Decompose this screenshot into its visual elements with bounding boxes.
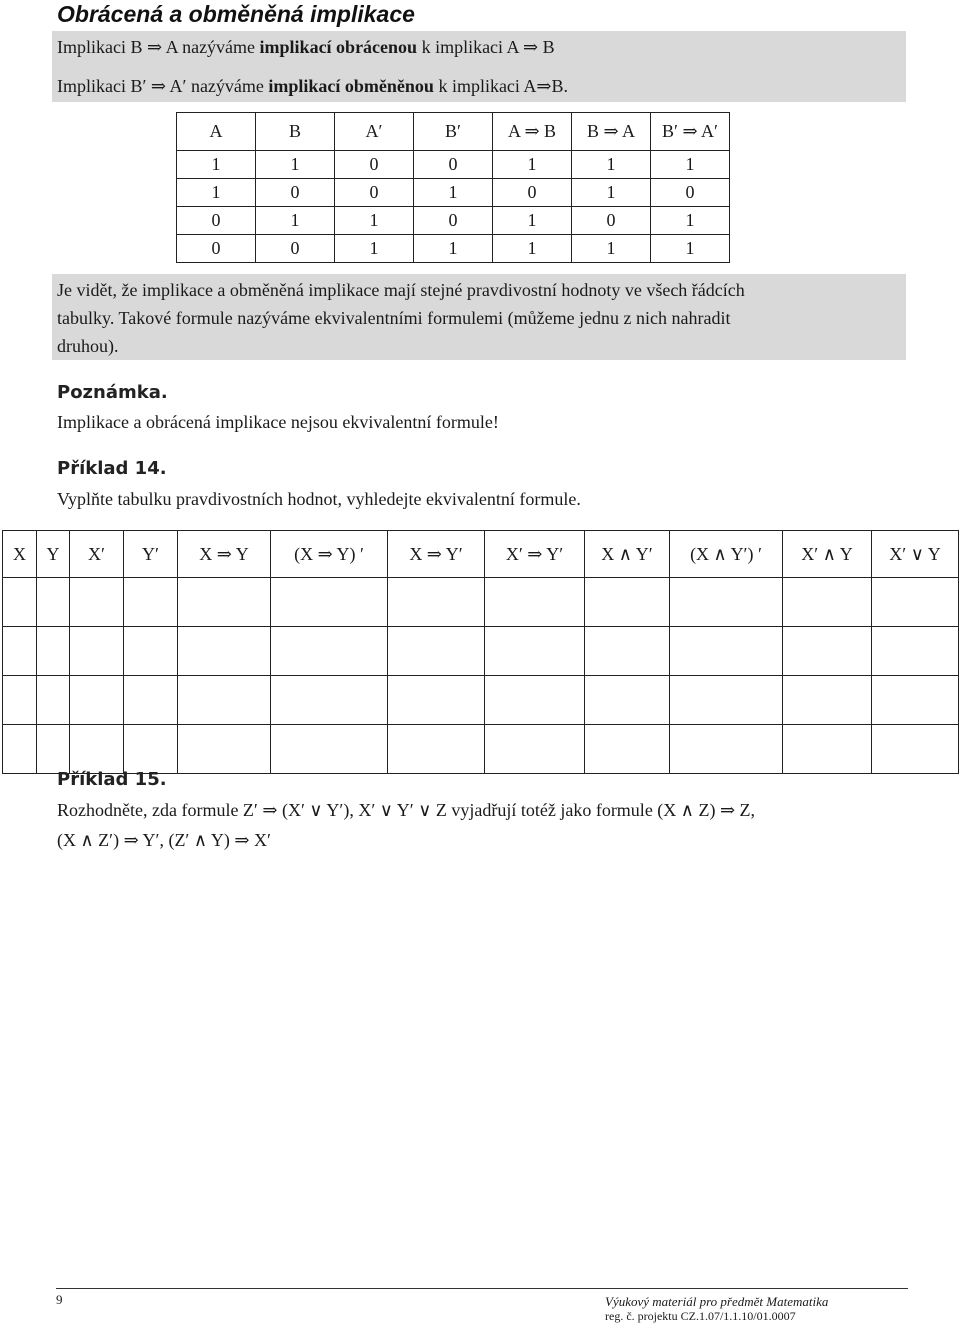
truth-table-cell: 1 [651, 151, 730, 179]
truth-table-cell: 0 [256, 235, 335, 263]
exercise-table-cell [178, 725, 271, 774]
conclusion-line: tabulky. Takové formule nazýváme ekvivalentními formulemi (můžeme jednu z nich nahradit [57, 308, 731, 328]
truth-table-cell: 1 [572, 179, 651, 207]
page-number: 9 [56, 1292, 63, 1307]
truth-table-row [177, 235, 730, 263]
truth-table-cell: 1 [177, 151, 256, 179]
exercise-table-cell [388, 676, 485, 725]
exercise-table-cell [872, 627, 959, 676]
definition-contrapositive [57, 75, 568, 97]
definition-converse-suffix: k implikaci A ⇒ B [417, 37, 555, 57]
exercise-table-cell [3, 676, 37, 725]
definition-contrapositive-suffix: k implikaci A⇒B. [433, 76, 569, 96]
exercise-table-cell [783, 627, 872, 676]
truth-table-cell: 0 [177, 207, 256, 235]
exercise-table-cell [3, 578, 37, 627]
exercise-table [2, 530, 959, 774]
exercise-table-header: (X ∧ Y′) ′ [670, 531, 783, 578]
truth-table-cell: 1 [177, 179, 256, 207]
exercise-table-cell [388, 578, 485, 627]
example14-text: Vyplňte tabulku pravdivostních hodnot, vyhledejte ekvivalentní formule. [57, 489, 581, 509]
exercise-table-cell [585, 627, 670, 676]
example15-line: (X ∧ Z′) ⇒ Y′, (Z′ ∧ Y) ⇒ X′ [57, 830, 271, 850]
conclusion-line: Je vidět, že implikace a obměněná implikace mají stejné pravdivostní hodnoty ve všech řádcích [57, 280, 745, 300]
exercise-table-header-row [3, 531, 959, 578]
exercise-table-cell [70, 676, 124, 725]
exercise-table-cell [178, 578, 271, 627]
exercise-table-header: X ⇒ Y′ [388, 531, 485, 578]
exercise-table-cell [388, 725, 485, 774]
example15-line: Rozhodněte, zda formule Z′ ⇒ (X′ ∨ Y′), X′ ∨ Y′ ∨ Z vyjadřují totéž jako formule (X ∧ Z) ⇒ Z, [57, 800, 756, 820]
exercise-table-cell [37, 676, 70, 725]
exercise-table-cell [178, 676, 271, 725]
exercise-table-cell [70, 627, 124, 676]
exercise-table-cell [3, 627, 37, 676]
exercise-table-cell [585, 578, 670, 627]
exercise-table-header: X′ ∧ Y [783, 531, 872, 578]
exercise-table-cell [124, 578, 178, 627]
truth-table-header: B′ ⇒ A′ [651, 113, 730, 151]
definition-converse-prefix: Implikaci B ⇒ A nazýváme [57, 37, 260, 57]
exercise-table-cell [271, 627, 388, 676]
note-text: Implikace a obrácená implikace nejsou ekvivalentní formule! [57, 412, 499, 432]
truth-table-header: A ⇒ B [493, 113, 572, 151]
definition-converse-term: implikací obrácenou [259, 37, 418, 57]
exercise-table-header: (X ⇒ Y) ′ [271, 531, 388, 578]
conclusion-text [57, 276, 902, 360]
exercise-table-cell [585, 725, 670, 774]
exercise-table-cell [271, 676, 388, 725]
truth-table-cell: 1 [493, 235, 572, 263]
exercise-table-cell [670, 676, 783, 725]
truth-table-cell: 1 [335, 235, 414, 263]
exercise-table-header: Y [37, 531, 70, 578]
exercise-table-cell [388, 627, 485, 676]
page-title: Obrácená a obměněná implikace [57, 1, 415, 27]
truth-table-cell: 0 [414, 207, 493, 235]
exercise-table-cell [670, 578, 783, 627]
exercise-table-header: Y′ [124, 531, 178, 578]
exercise-table-cell [271, 725, 388, 774]
truth-table-cell: 0 [493, 179, 572, 207]
footer-divider [56, 1288, 908, 1289]
truth-table-header: A′ [335, 113, 414, 151]
exercise-table-cell [485, 725, 585, 774]
truth-table-cell: 0 [572, 207, 651, 235]
truth-table-cell: 1 [256, 207, 335, 235]
exercise-table-cell [124, 627, 178, 676]
exercise-table-cell [783, 578, 872, 627]
exercise-table-header: X ∧ Y′ [585, 531, 670, 578]
exercise-table-cell [670, 627, 783, 676]
footer-course: Výukový materiál pro předmět Matematika [605, 1294, 829, 1309]
truth-table-cell: 1 [572, 235, 651, 263]
truth-table-header-row [177, 113, 730, 151]
truth-table-cell: 0 [256, 179, 335, 207]
exercise-table-header: X′ ⇒ Y′ [485, 531, 585, 578]
example15-heading: Příklad 15. [57, 769, 167, 790]
exercise-table-cell [70, 578, 124, 627]
truth-table-cell: 1 [335, 207, 414, 235]
truth-table-cell: 1 [414, 235, 493, 263]
exercise-table-cell [783, 725, 872, 774]
truth-table-header: B ⇒ A [572, 113, 651, 151]
definition-contrapositive-term: implikací obměněnou [268, 76, 434, 96]
truth-table-header: B [256, 113, 335, 151]
exercise-table-header: X′ [70, 531, 124, 578]
exercise-table-cell [585, 676, 670, 725]
truth-table-cell: 0 [335, 179, 414, 207]
exercise-table-cell [37, 627, 70, 676]
exercise-table-row [3, 627, 959, 676]
truth-table-cell: 0 [335, 151, 414, 179]
truth-table-cell: 1 [493, 207, 572, 235]
exercise-table-cell [271, 578, 388, 627]
exercise-table-header: X [3, 531, 37, 578]
truth-table-header: B′ [414, 113, 493, 151]
truth-table-cell: 1 [651, 235, 730, 263]
truth-table-cell: 0 [414, 151, 493, 179]
truth-table-cell: 1 [572, 151, 651, 179]
exercise-table-cell [3, 725, 37, 774]
exercise-table-header: X′ ∨ Y [872, 531, 959, 578]
truth-table [176, 112, 730, 263]
exercise-table-row [3, 676, 959, 725]
exercise-table-cell [178, 627, 271, 676]
exercise-table-cell [872, 725, 959, 774]
exercise-table-cell [872, 578, 959, 627]
footer-project: reg. č. projektu CZ.1.07/1.1.10/01.0007 [605, 1309, 796, 1323]
exercise-table-cell [783, 676, 872, 725]
exercise-table-cell [124, 725, 178, 774]
exercise-table-cell [485, 578, 585, 627]
truth-table-cell: 1 [256, 151, 335, 179]
definition-converse [57, 36, 555, 58]
conclusion-line: druhou). [57, 336, 119, 356]
truth-table-header: A [177, 113, 256, 151]
example14-heading: Příklad 14. [57, 458, 167, 479]
truth-table-row [177, 151, 730, 179]
exercise-table-cell [37, 578, 70, 627]
truth-table-row [177, 207, 730, 235]
exercise-table-cell [37, 725, 70, 774]
truth-table-cell: 0 [651, 179, 730, 207]
definition-contrapositive-prefix: Implikaci B′ ⇒ A′ nazýváme [57, 76, 269, 96]
exercise-table-row [3, 578, 959, 627]
exercise-table-cell [124, 676, 178, 725]
truth-table-row [177, 179, 730, 207]
exercise-table-cell [485, 676, 585, 725]
truth-table-cell: 1 [414, 179, 493, 207]
truth-table-cell: 1 [651, 207, 730, 235]
exercise-table-cell [70, 725, 124, 774]
exercise-table-cell [872, 676, 959, 725]
exercise-table-cell [670, 725, 783, 774]
exercise-table-cell [485, 627, 585, 676]
exercise-table-row [3, 725, 959, 774]
note-heading: Poznámka. [57, 382, 168, 403]
truth-table-cell: 1 [493, 151, 572, 179]
exercise-table-header: X ⇒ Y [178, 531, 271, 578]
truth-table-cell: 0 [177, 235, 256, 263]
